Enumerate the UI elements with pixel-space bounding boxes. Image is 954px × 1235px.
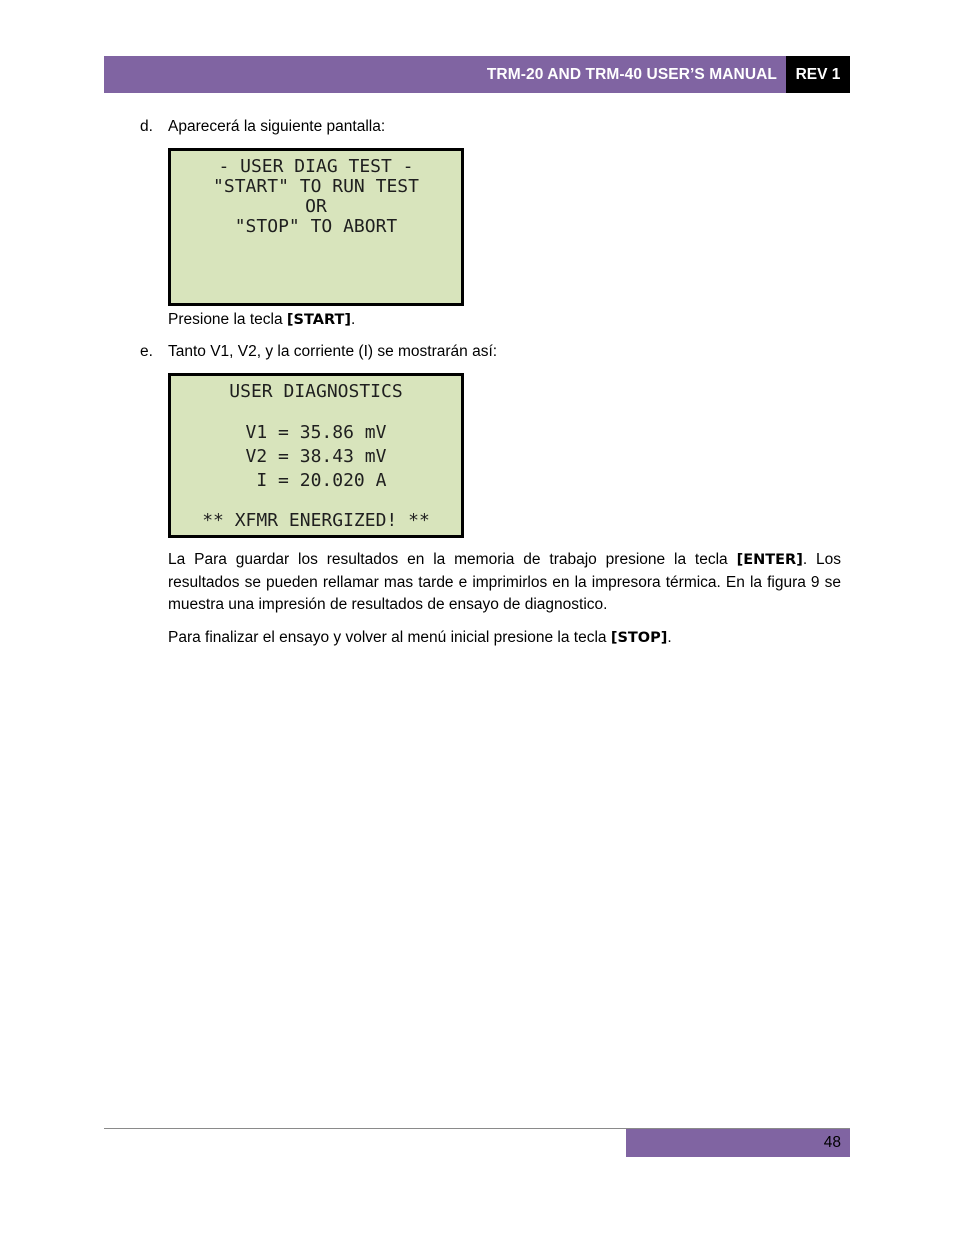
start-key-label: [START] (286, 312, 351, 328)
lcd-line: I = 20.020 A (245, 470, 387, 491)
step-e-marker: e. (140, 343, 153, 360)
manual-title: TRM-20 AND TRM-40 USER’S MANUAL (486, 65, 777, 83)
step-d-text: Aparecerá la siguiente pantalla: (168, 118, 386, 135)
lcd-screen-user-diagnostics (168, 373, 464, 538)
lcd-line: - USER DIAG TEST - (218, 156, 414, 177)
page-header (104, 56, 850, 93)
page-number-box (626, 1129, 850, 1157)
lcd-screen-diag-test (168, 148, 464, 306)
lcd-line: USER DIAGNOSTICS (229, 381, 403, 402)
lcd-line: V2 = 38.43 mV (245, 446, 387, 467)
save-results-paragraph (168, 549, 841, 617)
page-number: 48 (823, 1134, 841, 1151)
revision-badge: REV 1 (786, 56, 850, 93)
step-e-text: Tanto V1, V2, y la corriente (I) se mostrarán así: (168, 343, 498, 360)
lcd-line: OR (305, 196, 327, 217)
stop-key-label: [STOP] (610, 630, 668, 646)
paragraph-text: . (667, 629, 672, 646)
paragraph-text: La Para guardar los resultados en la memoria de trabajo presione la tecla (168, 551, 737, 568)
lcd-line: ** XFMR ENERGIZED! ** (202, 510, 430, 531)
step-d-instruction (168, 310, 355, 330)
paragraph-text: . Los resultados se pueden rellamar mas tarde e imprimirlos en la impresora térmica. En la figura 9 se muestra una impresión de resultados de ensayo de diagnostico. (168, 551, 841, 613)
step-d-marker: d. (140, 118, 153, 135)
instruction-suffix: . (351, 311, 356, 328)
lcd-line: V1 = 35.86 mV (245, 422, 387, 443)
lcd-line: "START" TO RUN TEST (213, 176, 419, 197)
lcd-line: "STOP" TO ABORT (234, 216, 398, 237)
enter-key-label: [ENTER] (736, 552, 803, 568)
finish-test-paragraph (168, 627, 841, 650)
paragraph-text: Para finalizar el ensayo y volver al menú inicial presione la tecla (168, 629, 611, 646)
instruction-text: Presione la tecla (168, 311, 287, 328)
